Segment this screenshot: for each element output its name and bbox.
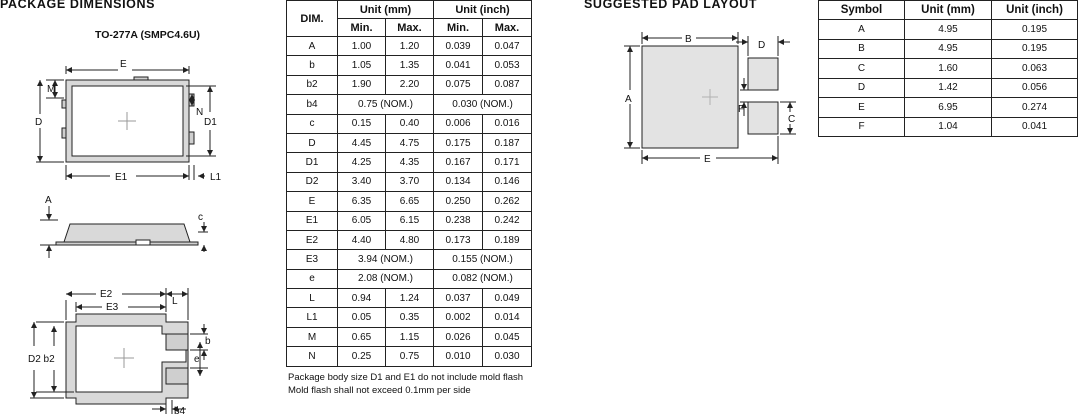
inch-nominal: 0.082 (NOM.) — [434, 269, 532, 288]
inch-min: 0.026 — [434, 327, 483, 346]
mm-max: 1.35 — [386, 56, 434, 75]
col-header-inch-min: Min. — [434, 19, 483, 37]
pad-mm: 1.60 — [905, 59, 992, 79]
col-header-unit-mm: Unit (mm) — [905, 1, 992, 20]
table-row — [287, 230, 532, 249]
note-line: Mold flash shall not exceed 0.1mm per side — [288, 385, 471, 396]
inch-max: 0.189 — [483, 230, 532, 249]
package-dimensions-heading: PACKAGE DIMENSIONS — [0, 0, 156, 11]
mm-max: 1.24 — [386, 289, 434, 308]
pad-inch: 0.195 — [992, 20, 1078, 40]
table-row — [287, 308, 532, 327]
pad-symbol: C — [819, 59, 905, 79]
mm-min: 6.35 — [338, 192, 386, 211]
dim-label-E: E — [120, 59, 127, 70]
mm-min: 0.94 — [338, 289, 386, 308]
dim-symbol: c — [287, 114, 338, 133]
table-row — [819, 39, 1078, 59]
dim-label-b4: b4 — [174, 406, 186, 416]
mm-min: 0.65 — [338, 327, 386, 346]
dim-label-E3: E3 — [106, 302, 119, 313]
inch-min: 0.039 — [434, 37, 483, 56]
pad-label-A: A — [625, 94, 632, 105]
pad-layout-drawing — [600, 20, 810, 170]
dim-label-L1: L1 — [210, 172, 222, 183]
pad-inch: 0.063 — [992, 59, 1078, 79]
pad-label-D: D — [758, 40, 766, 51]
dim-symbol: b2 — [287, 75, 338, 94]
table-row — [287, 37, 532, 56]
mm-min: 4.45 — [338, 133, 386, 152]
dim-symbol: L — [287, 289, 338, 308]
mm-max: 6.15 — [386, 211, 434, 230]
pad-mm: 4.95 — [905, 20, 992, 40]
pad-mm: 6.95 — [905, 98, 992, 118]
inch-max: 0.242 — [483, 211, 532, 230]
pad-symbol: D — [819, 78, 905, 98]
mm-max: 6.65 — [386, 192, 434, 211]
package-subheading: TO-277A (SMPC4.6U) — [95, 29, 201, 41]
table-row — [819, 78, 1078, 98]
main-pad — [642, 46, 738, 148]
table-row — [287, 133, 532, 152]
inch-min: 0.173 — [434, 230, 483, 249]
dim-symbol: E1 — [287, 211, 338, 230]
dim-label-D2-b2: D2 b2 — [28, 354, 55, 365]
col-header-mm-min: Min. — [338, 19, 386, 37]
pad-layout-heading: SUGGESTED PAD LAYOUT — [584, 0, 758, 11]
dim-symbol: A — [287, 37, 338, 56]
mm-max: 4.75 — [386, 133, 434, 152]
pad-label-F: F — [738, 104, 745, 115]
table-row — [287, 250, 532, 269]
dim-label-c: c — [198, 212, 203, 223]
inch-nominal: 0.155 (NOM.) — [434, 250, 532, 269]
table-row — [287, 327, 532, 346]
top-view-outline — [62, 77, 194, 162]
inch-max: 0.087 — [483, 75, 532, 94]
inch-min: 0.002 — [434, 308, 483, 327]
dim-symbol: E2 — [287, 230, 338, 249]
table-row — [287, 347, 532, 366]
dim-label-b: b — [205, 336, 211, 347]
pad-label-E: E — [704, 154, 711, 165]
col-header-unit-mm: Unit (mm) — [338, 1, 434, 19]
table-row — [287, 95, 532, 114]
inch-max: 0.047 — [483, 37, 532, 56]
mm-max: 1.15 — [386, 327, 434, 346]
pad-inch: 0.195 — [992, 39, 1078, 59]
dim-label-M: M — [47, 84, 56, 95]
mm-max: 4.35 — [386, 153, 434, 172]
table-row — [287, 289, 532, 308]
inch-min: 0.075 — [434, 75, 483, 94]
mm-min: 0.15 — [338, 114, 386, 133]
mm-min: 4.25 — [338, 153, 386, 172]
pad-symbol: F — [819, 117, 905, 137]
table-row — [287, 192, 532, 211]
pad-symbol: B — [819, 39, 905, 59]
table-row — [819, 117, 1078, 137]
dim-symbol: L1 — [287, 308, 338, 327]
small-pad-top — [748, 58, 778, 90]
table-row — [287, 56, 532, 75]
table-row — [287, 75, 532, 94]
inch-min: 0.037 — [434, 289, 483, 308]
inch-min: 0.167 — [434, 153, 483, 172]
pad-mm: 4.95 — [905, 39, 992, 59]
mm-nominal: 3.94 (NOM.) — [338, 250, 434, 269]
dim-symbol: N — [287, 347, 338, 366]
table-row — [287, 269, 532, 288]
dim-label-L: L — [172, 296, 178, 307]
table-row — [819, 59, 1078, 79]
pad-inch: 0.274 — [992, 98, 1078, 118]
inch-nominal: 0.030 (NOM.) — [434, 95, 532, 114]
dim-label-N: N — [196, 107, 204, 118]
inch-max: 0.187 — [483, 133, 532, 152]
table-row — [287, 114, 532, 133]
small-pad-bottom — [748, 102, 778, 134]
table-row — [819, 98, 1078, 118]
inch-max: 0.262 — [483, 192, 532, 211]
inch-min: 0.041 — [434, 56, 483, 75]
pad-inch: 0.041 — [992, 117, 1078, 137]
inch-max: 0.146 — [483, 172, 532, 191]
dim-symbol: D1 — [287, 153, 338, 172]
dim-symbol: E — [287, 192, 338, 211]
inch-max: 0.171 — [483, 153, 532, 172]
mm-min: 1.05 — [338, 56, 386, 75]
note-line: Package body size D1 and E1 do not include mold flash — [288, 372, 524, 383]
mm-min: 1.00 — [338, 37, 386, 56]
col-header-mm-max: Max. — [386, 19, 434, 37]
inch-max: 0.016 — [483, 114, 532, 133]
dim-symbol: D — [287, 133, 338, 152]
inch-min: 0.010 — [434, 347, 483, 366]
bottom-view-outline — [66, 314, 188, 404]
mm-nominal: 2.08 (NOM.) — [338, 269, 434, 288]
pad-label-C: C — [788, 114, 796, 125]
dim-label-A: A — [45, 195, 52, 206]
mm-min: 1.90 — [338, 75, 386, 94]
dim-label-E2: E2 — [100, 289, 113, 300]
col-header-dim: DIM. — [287, 1, 338, 37]
mm-max: 0.75 — [386, 347, 434, 366]
dim-symbol: b — [287, 56, 338, 75]
mm-min: 0.25 — [338, 347, 386, 366]
mm-min: 6.05 — [338, 211, 386, 230]
pad-symbol: E — [819, 98, 905, 118]
pad-symbol: A — [819, 20, 905, 40]
col-header-inch-max: Max. — [483, 19, 532, 37]
table-row — [819, 20, 1078, 40]
inch-max: 0.049 — [483, 289, 532, 308]
table-row — [287, 172, 532, 191]
col-header-symbol: Symbol — [819, 1, 905, 20]
dim-symbol: e — [287, 269, 338, 288]
mm-min: 4.40 — [338, 230, 386, 249]
inch-max: 0.030 — [483, 347, 532, 366]
dim-label-D1: D1 — [204, 117, 217, 128]
dim-symbol: M — [287, 327, 338, 346]
mm-max: 1.20 — [386, 37, 434, 56]
pad-mm: 1.42 — [905, 78, 992, 98]
package-drawings — [0, 0, 270, 416]
inch-max: 0.053 — [483, 56, 532, 75]
inch-min: 0.006 — [434, 114, 483, 133]
inch-min: 0.238 — [434, 211, 483, 230]
dim-label-E1: E1 — [115, 172, 128, 183]
table-notes — [288, 371, 523, 397]
table-row — [287, 211, 532, 230]
inch-min: 0.175 — [434, 133, 483, 152]
table-row — [287, 153, 532, 172]
mm-max: 3.70 — [386, 172, 434, 191]
pad-mm: 1.04 — [905, 117, 992, 137]
mm-max: 0.35 — [386, 308, 434, 327]
pad-label-B: B — [685, 34, 692, 45]
dim-symbol: D2 — [287, 172, 338, 191]
mm-max: 2.20 — [386, 75, 434, 94]
dim-symbol: E3 — [287, 250, 338, 269]
dim-label-e: e — [194, 354, 200, 365]
col-header-unit-inch: Unit (inch) — [992, 1, 1078, 20]
inch-max: 0.014 — [483, 308, 532, 327]
mm-max: 0.40 — [386, 114, 434, 133]
mm-min: 3.40 — [338, 172, 386, 191]
mm-nominal: 0.75 (NOM.) — [338, 95, 434, 114]
mm-max: 4.80 — [386, 230, 434, 249]
inch-min: 0.134 — [434, 172, 483, 191]
inch-max: 0.045 — [483, 327, 532, 346]
dimensions-table — [286, 0, 532, 367]
pad-inch: 0.056 — [992, 78, 1078, 98]
pad-symbol-table — [818, 0, 1078, 137]
side-view-outline — [56, 224, 198, 245]
dim-label-D: D — [35, 117, 43, 128]
dim-symbol: b4 — [287, 95, 338, 114]
col-header-unit-inch: Unit (inch) — [434, 1, 532, 19]
mm-min: 0.05 — [338, 308, 386, 327]
inch-min: 0.250 — [434, 192, 483, 211]
